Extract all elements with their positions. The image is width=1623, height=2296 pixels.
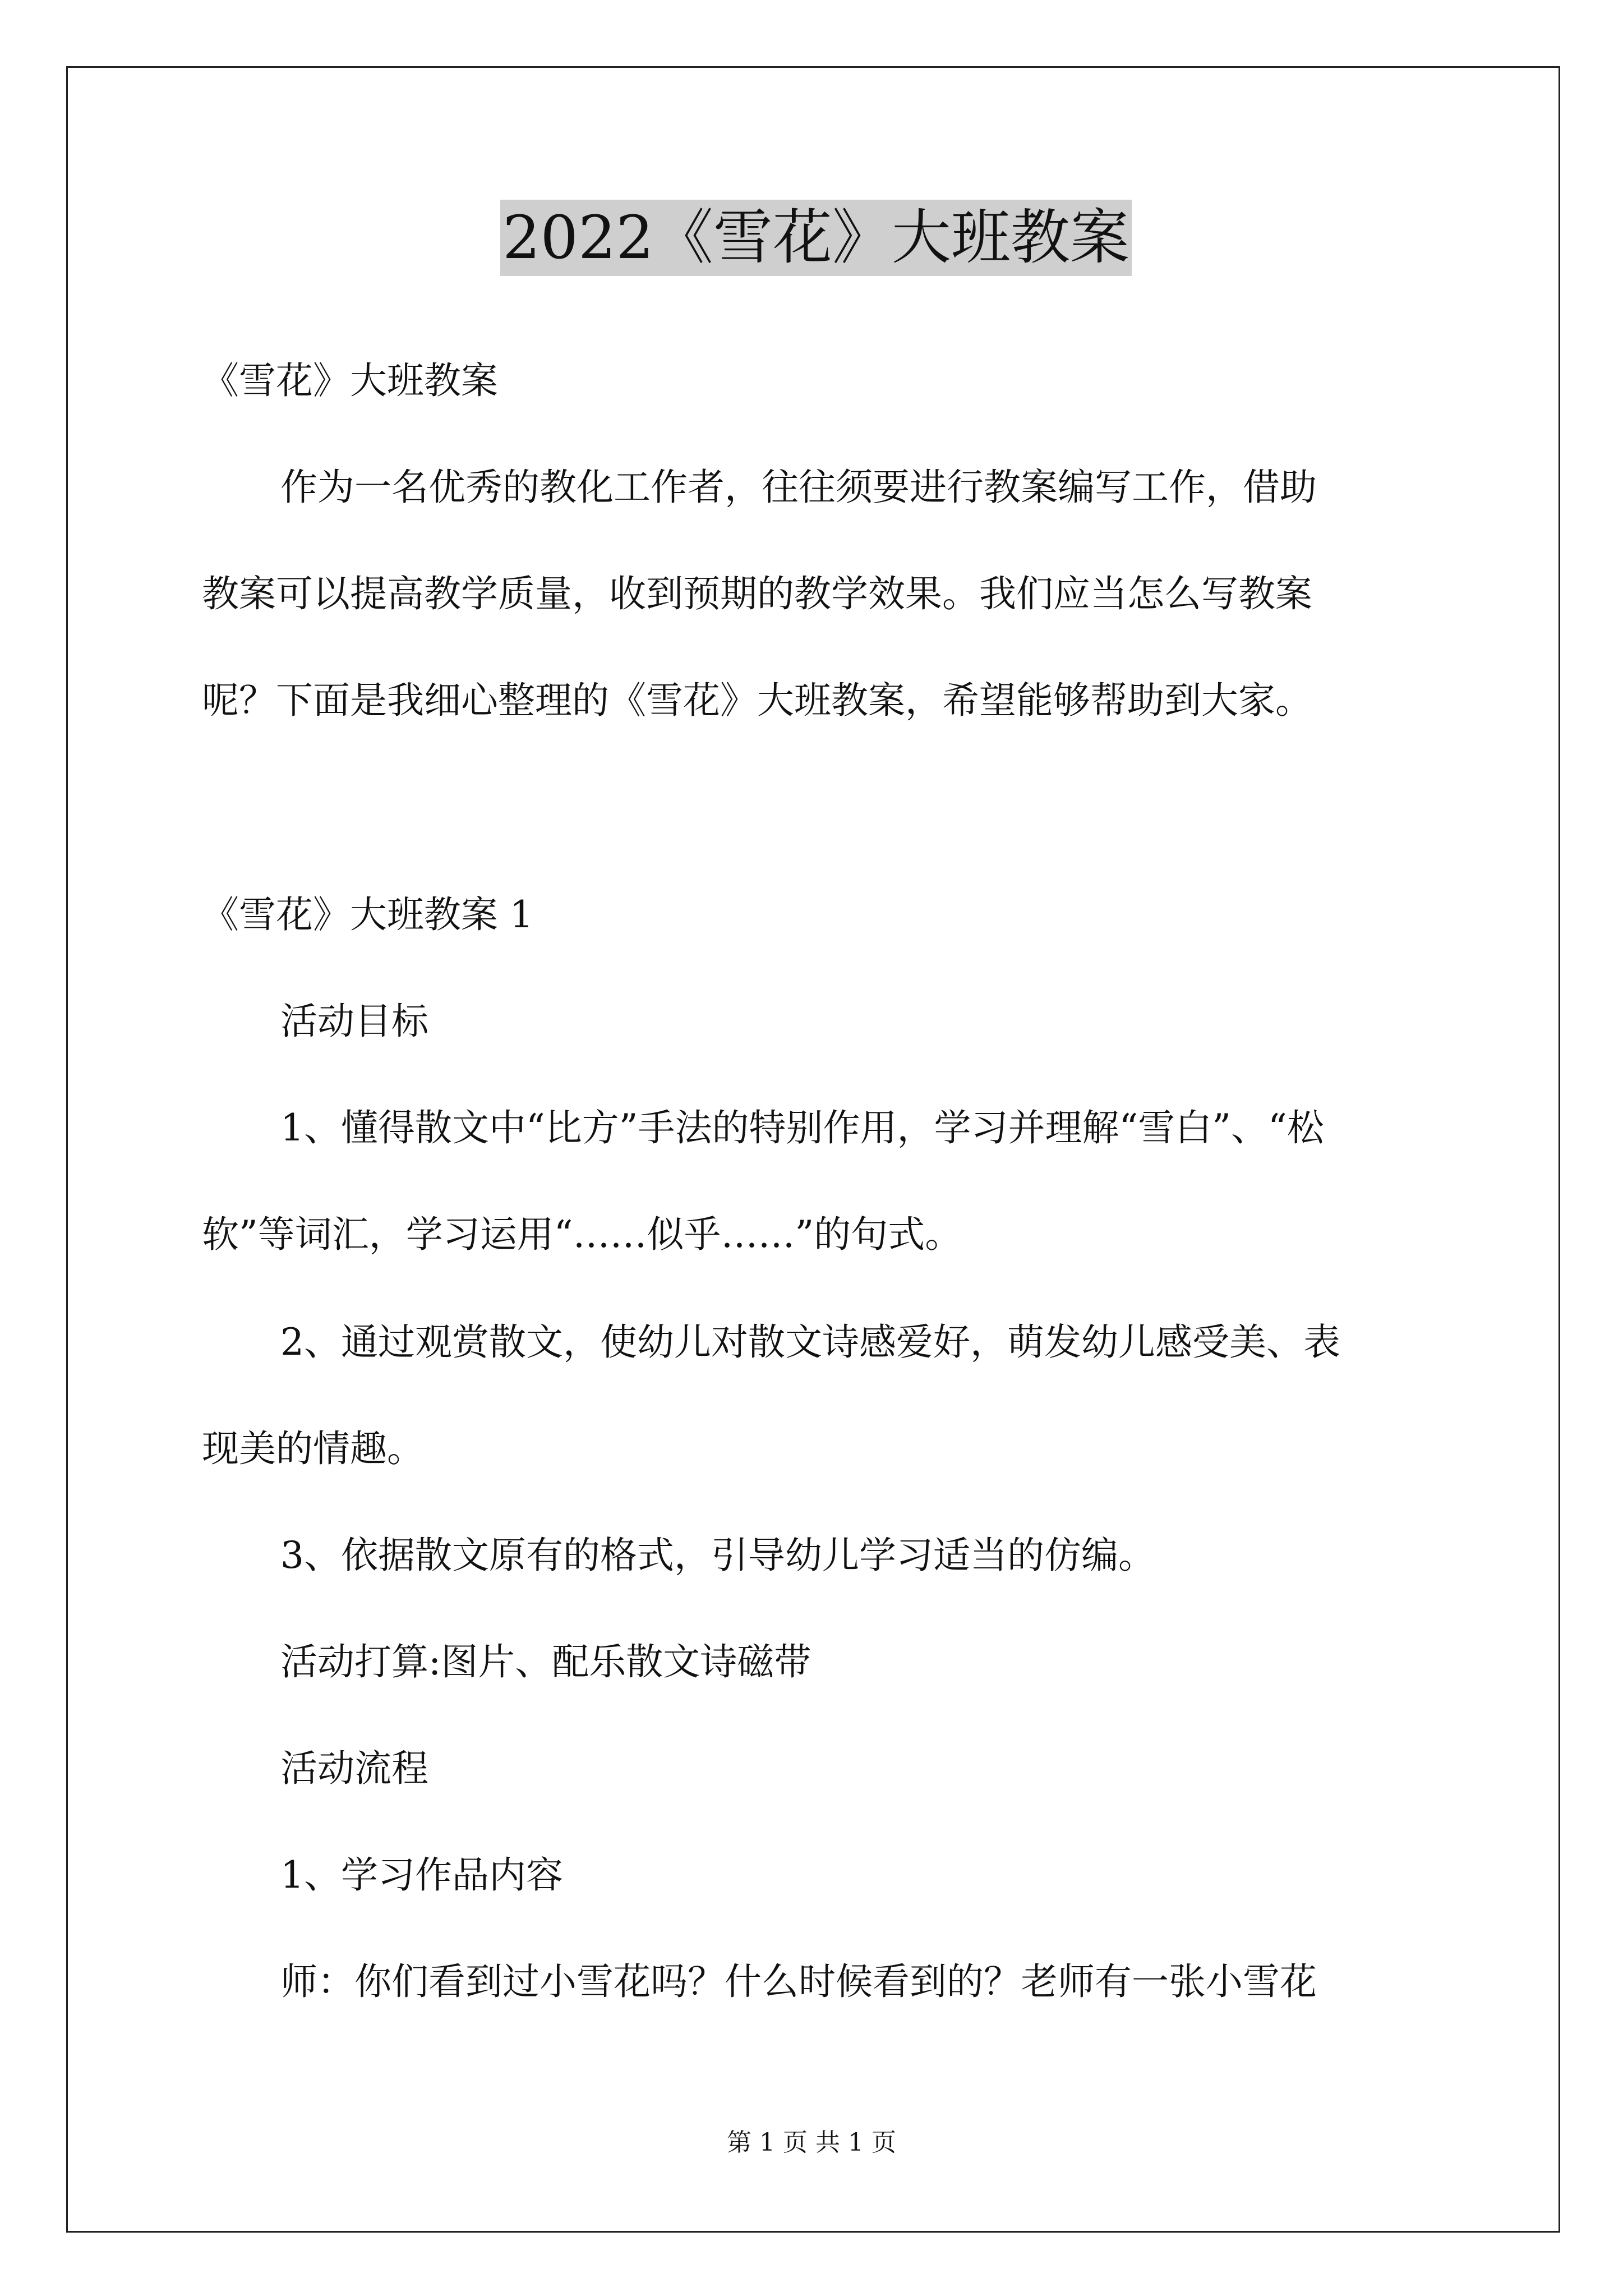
section-title: 《雪花》大班教案 1 [202,893,533,936]
goals-heading: 活动目标 [280,1000,428,1043]
preparation: 活动打算:图片、配乐散文诗磁带 [280,1640,811,1683]
goal-3: 3、依据散文原有的格式，引导幼儿学习适当的仿编。 [280,1534,1155,1577]
intro-line-2: 教案可以提高教学质量，收到预期的教学效果。我们应当怎么写教案 [202,572,1312,615]
goal-1-line-1: 1、懂得散文中“比方”手法的特别作用，学习并理解“雪白”、“松 [280,1106,1324,1149]
intro-line-1: 作为一名优秀的教化工作者，往往须要进行教案编写工作，借助 [280,466,1317,509]
document-subtitle: 《雪花》大班教案 [202,359,498,402]
goal-2-line-1: 2、通过观赏散文，使幼儿对散文诗感爱好，萌发幼儿感受美、表 [280,1320,1340,1364]
process-heading: 活动流程 [280,1747,428,1790]
process-step-1: 1、学习作品内容 [280,1853,563,1897]
title-container [202,200,1430,276]
goal-1-line-2: 软”等词汇，学习运用“……似乎……”的句式。 [202,1213,962,1256]
goal-2-line-2: 现美的情趣。 [202,1427,424,1470]
teacher-line: 师：你们看到过小雪花吗？什么时候看到的？老师有一张小雪花 [280,1960,1317,2003]
document-title: 2022《雪花》大班教案 [500,200,1132,276]
page-footer: 第 1 页 共 1 页 [727,2128,896,2157]
intro-line-3: 呢？下面是我细心整理的《雪花》大班教案，希望能够帮助到大家。 [202,679,1312,722]
